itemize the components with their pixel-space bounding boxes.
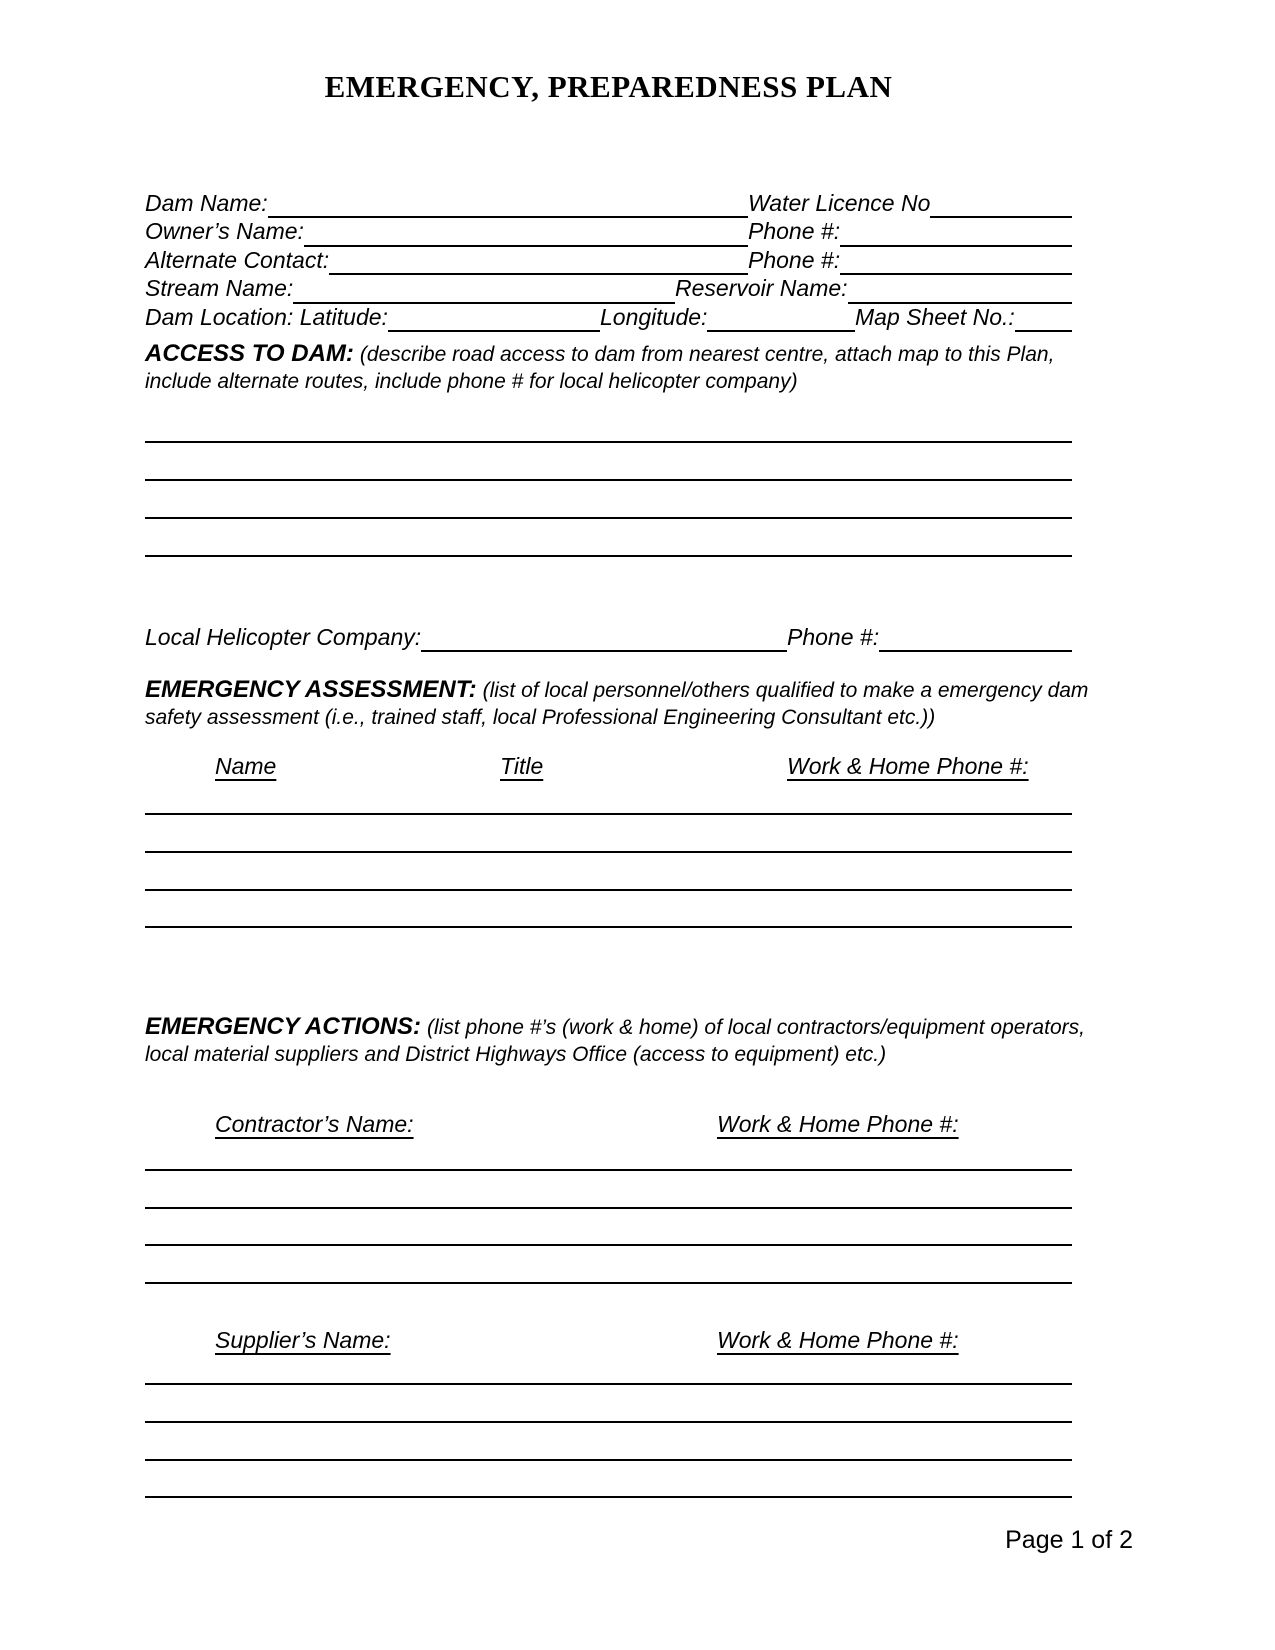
map-sheet-input-line[interactable] — [1015, 304, 1072, 332]
info-row-location — [145, 304, 1072, 332]
supplier-writing-lines — [145, 1355, 1072, 1498]
longitude-input-line[interactable] — [707, 304, 855, 332]
assessment-writing-line-1[interactable] — [145, 781, 1072, 815]
stream-name-label: Stream Name: — [145, 275, 294, 302]
helicopter-company-label: Local Helicopter Company: — [145, 623, 422, 650]
stream-name-input-line[interactable] — [293, 275, 675, 303]
emergency-assessment-description: (list of local personnel/others qualified to make a emergency dam safety assessment (i.e., trained staff, local Professional Engineering Consultant etc.)) — [145, 679, 1089, 730]
longitude-label: Longitude: — [600, 303, 708, 330]
alternate-contact-input-line[interactable] — [329, 247, 748, 275]
emergency-actions-heading: EMERGENCY ACTIONS: — [145, 1013, 422, 1041]
helicopter-phone-input-line[interactable] — [879, 624, 1072, 652]
emergency-actions-description: (list phone #’s (work & home) of local contractors/equipment operators, local material suppliers and District Highways Office (access to equipment) etc.) — [145, 1016, 1085, 1067]
page-title: EMERGENCY, PREPAREDNESS PLAN — [324, 69, 893, 104]
contractor-writing-line-2[interactable] — [145, 1171, 1072, 1209]
page-number: Page 1 of 2 — [1005, 1526, 1133, 1554]
access-writing-line-1[interactable] — [145, 405, 1072, 443]
owner-name-label: Owner’s Name: — [145, 218, 304, 245]
contractor-writing-line-1[interactable] — [145, 1139, 1072, 1171]
access-writing-line-3[interactable] — [145, 481, 1072, 519]
helicopter-phone-label: Phone #: — [787, 623, 880, 650]
dam-name-label: Dam Name: — [145, 190, 268, 216]
assessment-writing-line-2[interactable] — [145, 815, 1072, 853]
assessment-column-headers — [145, 753, 1072, 781]
access-writing-lines — [145, 405, 1072, 557]
supplier-writing-line-2[interactable] — [145, 1385, 1072, 1423]
dam-info-fields — [145, 190, 1072, 332]
info-row-dam-name — [145, 190, 1072, 218]
access-to-dam-description: (describe road access to dam from nearest centre, attach map to this Plan, include alternate routes, include phone # for local helicopter company) — [145, 342, 1055, 393]
reservoir-name-label: Reservoir Name: — [675, 275, 848, 302]
water-licence-input-line[interactable] — [930, 190, 1072, 218]
supplier-name-column-header: Supplier’s Name: — [215, 1327, 391, 1354]
assessment-title-column-header: Title — [500, 753, 544, 780]
contractor-phone-column-header: Work & Home Phone #: — [717, 1111, 959, 1138]
info-row-owner — [145, 218, 1072, 246]
alternate-contact-label: Alternate Contact: — [145, 246, 330, 273]
access-to-dam-section — [145, 340, 1090, 395]
info-row-alternate-contact — [145, 247, 1072, 275]
alternate-phone-label: Phone #: — [748, 246, 841, 273]
owner-name-input-line[interactable] — [304, 218, 748, 246]
alternate-phone-input-line[interactable] — [840, 247, 1072, 275]
assessment-writing-lines — [145, 781, 1072, 928]
emergency-actions-section — [145, 1013, 1090, 1068]
latitude-input-line[interactable] — [388, 304, 600, 332]
supplier-writing-line-4[interactable] — [145, 1461, 1072, 1498]
dam-name-input-line[interactable] — [268, 190, 748, 218]
helicopter-company-input-line[interactable] — [421, 624, 787, 652]
water-licence-label: Water Licence No — [748, 190, 931, 216]
map-sheet-label: Map Sheet No.: — [855, 303, 1015, 330]
access-writing-line-4[interactable] — [145, 519, 1072, 557]
emergency-assessment-heading: EMERGENCY ASSESSMENT: — [145, 676, 477, 704]
reservoir-name-input-line[interactable] — [848, 275, 1072, 303]
contractor-column-headers — [145, 1111, 1072, 1139]
info-row-stream — [145, 275, 1072, 303]
supplier-writing-line-1[interactable] — [145, 1355, 1072, 1385]
contractor-writing-line-3[interactable] — [145, 1209, 1072, 1246]
helicopter-row — [145, 624, 1072, 652]
access-writing-line-2[interactable] — [145, 443, 1072, 481]
assessment-name-column-header: Name — [215, 753, 277, 780]
contractor-writing-line-4[interactable] — [145, 1246, 1072, 1284]
supplier-writing-line-3[interactable] — [145, 1423, 1072, 1461]
owner-phone-label: Phone #: — [748, 218, 841, 245]
assessment-writing-line-4[interactable] — [145, 891, 1072, 928]
owner-phone-input-line[interactable] — [840, 218, 1072, 246]
page-content — [145, 0, 1089, 1498]
contractor-writing-lines — [145, 1139, 1072, 1284]
latitude-label: Dam Location: Latitude: — [145, 303, 388, 330]
supplier-phone-column-header: Work & Home Phone #: — [717, 1327, 959, 1354]
access-to-dam-heading: ACCESS TO DAM: — [145, 339, 354, 367]
contractor-name-column-header: Contractor’s Name: — [215, 1111, 414, 1138]
emergency-assessment-section — [145, 676, 1090, 731]
supplier-column-headers — [145, 1327, 1072, 1355]
assessment-writing-line-3[interactable] — [145, 853, 1072, 891]
assessment-phone-column-header: Work & Home Phone #: — [787, 753, 1029, 780]
